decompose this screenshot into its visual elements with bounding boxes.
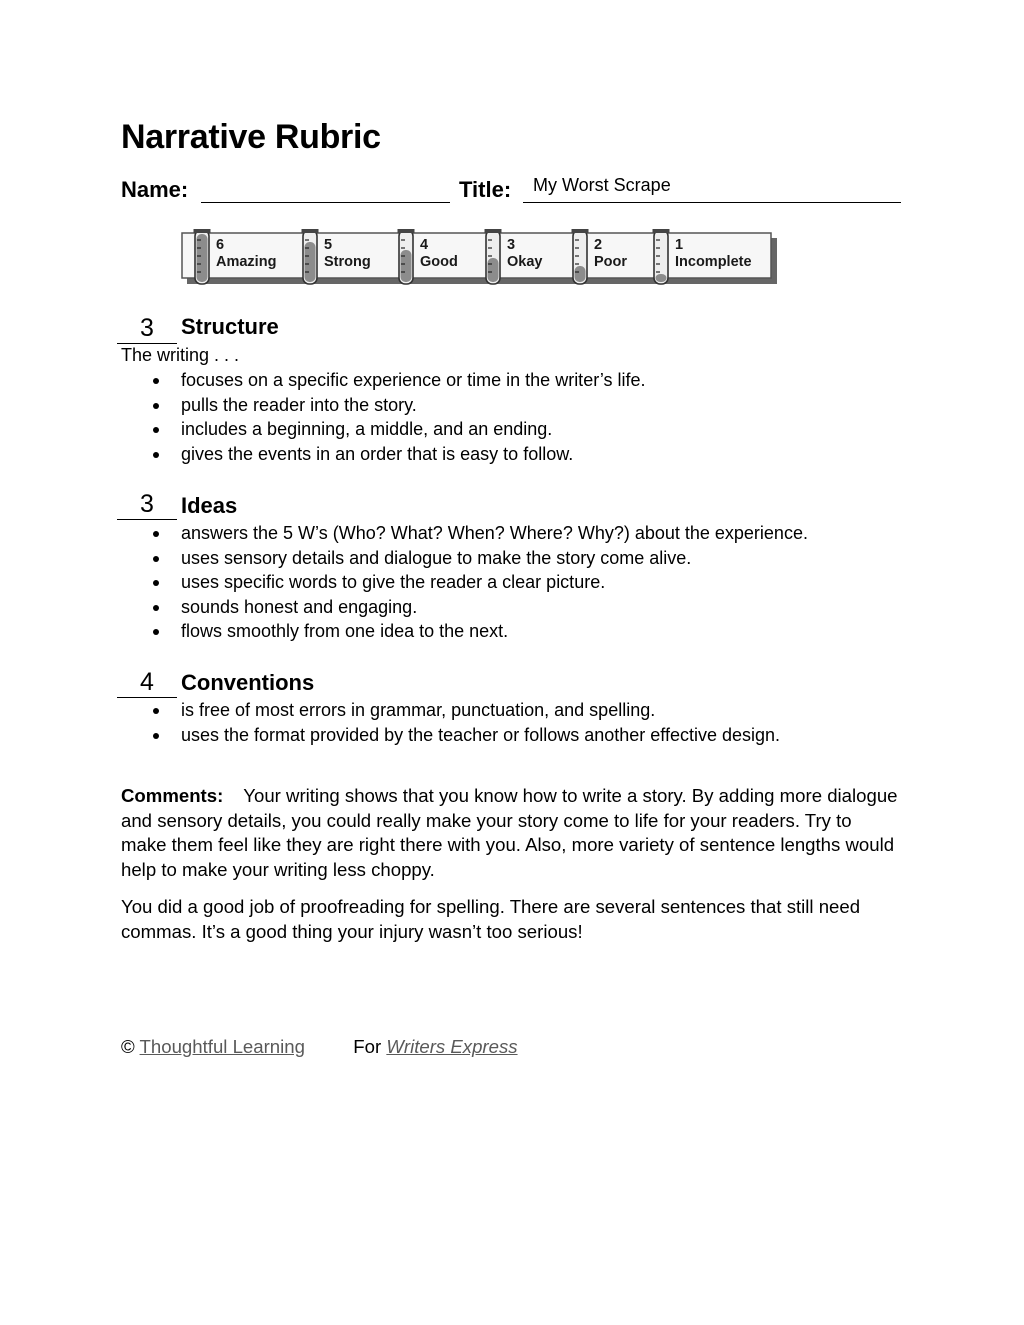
test-tube-icon	[302, 229, 319, 284]
rating-level-label: Incomplete	[675, 254, 752, 270]
comments-block	[121, 784, 901, 956]
structure-intro: The writing . . .	[121, 345, 240, 365]
list-item: pulls the reader into the story.	[121, 393, 646, 418]
title-field[interactable]	[523, 175, 901, 203]
rating-level-2	[594, 237, 627, 271]
test-tube-icon	[653, 229, 670, 284]
ideas-score[interactable]: 3	[117, 489, 177, 520]
name-field[interactable]	[201, 202, 450, 203]
comments-label: Comments:	[121, 785, 224, 806]
comments-paragraph-2: You did a good job of proofreading for spelling. There are several sentences that still need commas. It’s a good thing your injury wasn’t too serious!	[121, 895, 861, 942]
rating-level-label: Poor	[594, 254, 628, 270]
rating-level-4	[420, 237, 458, 271]
rating-level-number: 2	[594, 237, 603, 253]
conventions-score[interactable]: 4	[117, 667, 177, 698]
ideas-list	[121, 521, 808, 644]
test-tube-icon	[194, 229, 211, 284]
list-item: is free of most errors in grammar, punctuation, and spelling.	[121, 698, 780, 723]
test-tube-icon	[398, 229, 415, 284]
rating-level-5	[324, 237, 371, 271]
rating-level-number: 1	[675, 237, 684, 253]
list-item: uses sensory details and dialogue to make the story come alive.	[121, 546, 808, 571]
rating-level-number: 4	[420, 237, 429, 253]
title-label: Title:	[459, 177, 512, 202]
list-item: gives the events in an order that is easy to follow.	[121, 442, 646, 467]
structure-heading: Structure	[181, 314, 279, 339]
structure-list	[121, 368, 646, 466]
rating-level-label: Okay	[507, 254, 543, 270]
name-label: Name:	[121, 177, 189, 202]
comments-text-1: Your writing shows that you know how to write a story. By adding more dialogue and sensory details, you could really make your story come to life for your readers. Try to make them feel like they are right there with you. Also, more variety of sentence lengths would help to make your writing less choppy.	[121, 785, 898, 881]
rating-level-number: 3	[507, 237, 516, 253]
rating-level-label: Strong	[324, 254, 371, 270]
rating-level-label: Good	[420, 254, 458, 270]
list-item: focuses on a specific experience or time in the writer’s life.	[121, 368, 646, 393]
rating-level-6	[216, 237, 276, 271]
rating-scale	[181, 228, 783, 290]
copyright-symbol: ©	[121, 1036, 135, 1057]
publisher-link[interactable]: Thoughtful Learning	[139, 1036, 305, 1057]
footer	[121, 1036, 518, 1058]
conventions-list	[121, 698, 780, 747]
rating-level-label: Amazing	[216, 254, 277, 270]
list-item: flows smoothly from one idea to the next.	[121, 619, 808, 644]
list-item: sounds honest and engaging.	[121, 595, 808, 620]
conventions-heading: Conventions	[181, 670, 315, 695]
rating-level-3	[507, 237, 542, 271]
list-item: includes a beginning, a middle, and an ending.	[121, 417, 646, 442]
rating-level-1	[675, 237, 752, 271]
page-title: Narrative Rubric	[121, 118, 381, 156]
for-text: For	[353, 1036, 382, 1057]
structure-score[interactable]: 3	[117, 313, 177, 344]
test-tube-icon	[485, 229, 502, 284]
ideas-heading: Ideas	[181, 493, 238, 518]
rating-level-number: 5	[324, 237, 333, 253]
list-item: uses specific words to give the reader a clear picture.	[121, 570, 808, 595]
title-value: My Worst Scrape	[533, 175, 671, 195]
list-item: uses the format provided by the teacher or follows another effective design.	[121, 723, 780, 748]
list-item: answers the 5 W’s (Who? What? When? Where? Why?) about the experience.	[121, 521, 808, 546]
book-link[interactable]: Writers Express	[386, 1036, 518, 1057]
rating-level-number: 6	[216, 237, 225, 253]
test-tube-icon	[572, 229, 589, 284]
comments-paragraph-1	[121, 784, 901, 883]
